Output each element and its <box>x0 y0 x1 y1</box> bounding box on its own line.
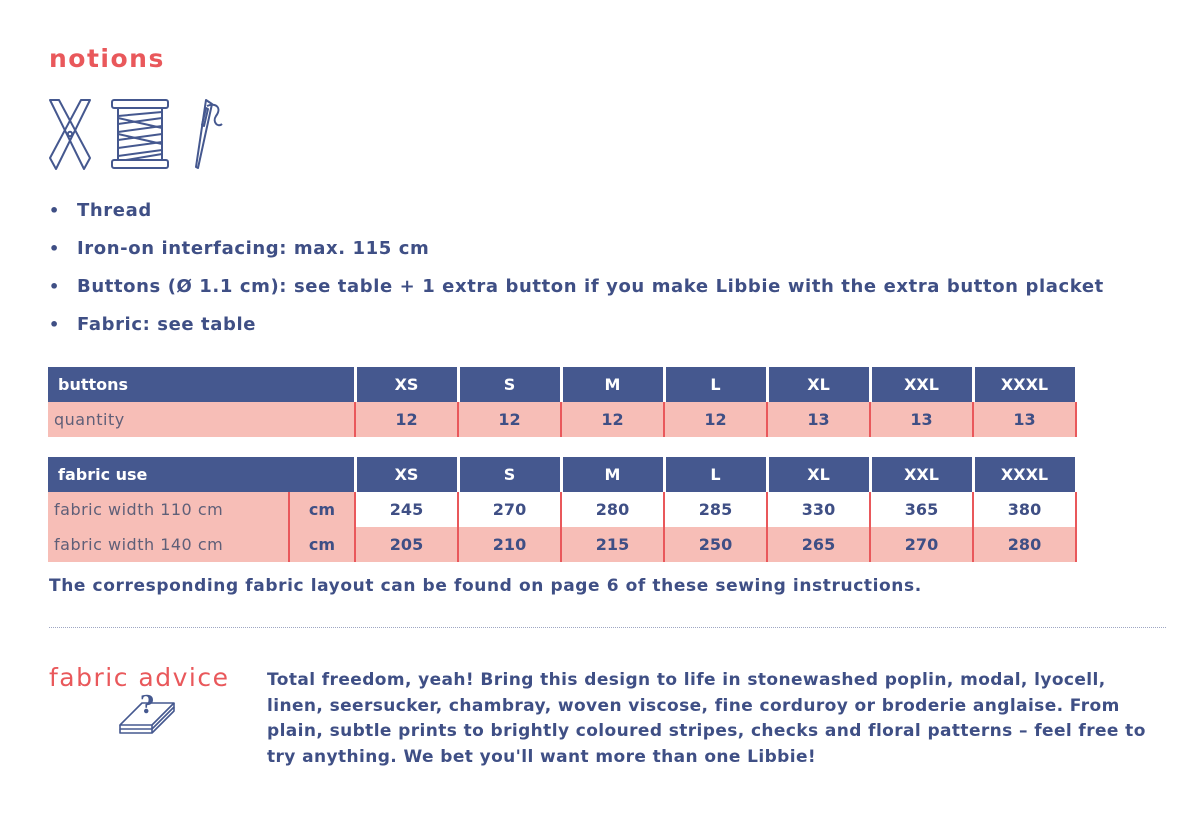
unit-cell: cm <box>289 492 355 527</box>
notion-item-text: Buttons (Ø 1.1 cm): see table + 1 extra button if you make Libbie with the extra button placket <box>77 276 1104 297</box>
fabric-value-cell: 280 <box>973 527 1076 562</box>
fabric-value-cell: 330 <box>767 492 870 527</box>
fabric-value-cell: 265 <box>767 527 870 562</box>
table-header-row <box>48 367 1076 402</box>
section-divider <box>49 627 1166 628</box>
bullet-icon: • <box>49 315 60 334</box>
unit-cell: cm <box>289 527 355 562</box>
fabric-layout-note: The corresponding fabric layout can be found on page 6 of these sewing instructions. <box>49 576 922 596</box>
list-item <box>49 196 1104 234</box>
bullet-icon: • <box>49 201 60 220</box>
notion-item-text: Fabric: see table <box>77 314 257 335</box>
bullet-icon: • <box>49 277 60 296</box>
size-header: XXL <box>870 457 973 492</box>
buttons-table <box>48 367 1078 437</box>
quantity-cell: 13 <box>870 402 973 437</box>
fabric-use-header: fabric use <box>48 457 355 492</box>
size-header: XXXL <box>973 457 1076 492</box>
notions-icons <box>46 98 226 173</box>
fabric-question-icon <box>116 689 178 747</box>
quantity-cell: 12 <box>355 402 458 437</box>
size-header: M <box>561 457 664 492</box>
scissors-icon <box>50 100 90 169</box>
list-item <box>49 234 1104 272</box>
notions-title: notions <box>49 44 165 73</box>
quantity-cell: 12 <box>458 402 561 437</box>
table-header-row <box>48 457 1076 492</box>
notions-icons-svg <box>46 98 226 173</box>
buttons-header: buttons <box>48 367 355 402</box>
notions-list <box>49 196 1104 348</box>
notion-item-text: Iron-on interfacing: max. 115 cm <box>77 238 430 259</box>
fabric-value-cell: 210 <box>458 527 561 562</box>
svg-text:?: ? <box>140 690 155 719</box>
fabric-value-cell: 245 <box>355 492 458 527</box>
fabric-question-svg <box>116 689 178 743</box>
list-item <box>49 310 1104 348</box>
quantity-cell: 13 <box>973 402 1076 437</box>
size-header: XS <box>355 367 458 402</box>
thread-spool-icon <box>112 100 168 168</box>
size-header: XL <box>767 457 870 492</box>
bullet-icon: • <box>49 239 60 258</box>
size-header: XXL <box>870 367 973 402</box>
quantity-cell: 13 <box>767 402 870 437</box>
fabric-width-label: fabric width 110 cm <box>48 492 289 527</box>
fabric-value-cell: 380 <box>973 492 1076 527</box>
fabric-width-label: fabric width 140 cm <box>48 527 289 562</box>
fabric-advice-title: fabric advice <box>49 663 230 692</box>
size-header: XL <box>767 367 870 402</box>
size-header: M <box>561 367 664 402</box>
quantity-cell: 12 <box>561 402 664 437</box>
quantity-label: quantity <box>48 402 355 437</box>
needle-icon <box>196 100 222 168</box>
table-row <box>48 492 1076 527</box>
fabric-value-cell: 270 <box>870 527 973 562</box>
table-row <box>48 527 1076 562</box>
fabric-use-table <box>48 457 1078 562</box>
fabric-value-cell: 270 <box>458 492 561 527</box>
size-header: S <box>458 457 561 492</box>
list-item <box>49 272 1104 310</box>
fabric-value-cell: 280 <box>561 492 664 527</box>
quantity-cell: 12 <box>664 402 767 437</box>
fabric-value-cell: 365 <box>870 492 973 527</box>
table-row <box>48 402 1076 437</box>
size-header: S <box>458 367 561 402</box>
fabric-value-cell: 215 <box>561 527 664 562</box>
fabric-value-cell: 250 <box>664 527 767 562</box>
fabric-value-cell: 205 <box>355 527 458 562</box>
size-header: L <box>664 367 767 402</box>
fabric-advice-text: Total freedom, yeah! Bring this design to life in stonewashed poplin, modal, lyocell, linen, seersucker, chambray, woven viscose, fine corduroy or broderie anglaise. From plain, subtle prints to brightly coloured stripes, checks and floral patterns – feel free to try anything. We bet you'll want more than one Libbie! <box>267 670 1146 767</box>
size-header: XXXL <box>973 367 1076 402</box>
notion-item-text: Thread <box>77 200 152 221</box>
fabric-value-cell: 285 <box>664 492 767 527</box>
size-header: XS <box>355 457 458 492</box>
size-header: L <box>664 457 767 492</box>
